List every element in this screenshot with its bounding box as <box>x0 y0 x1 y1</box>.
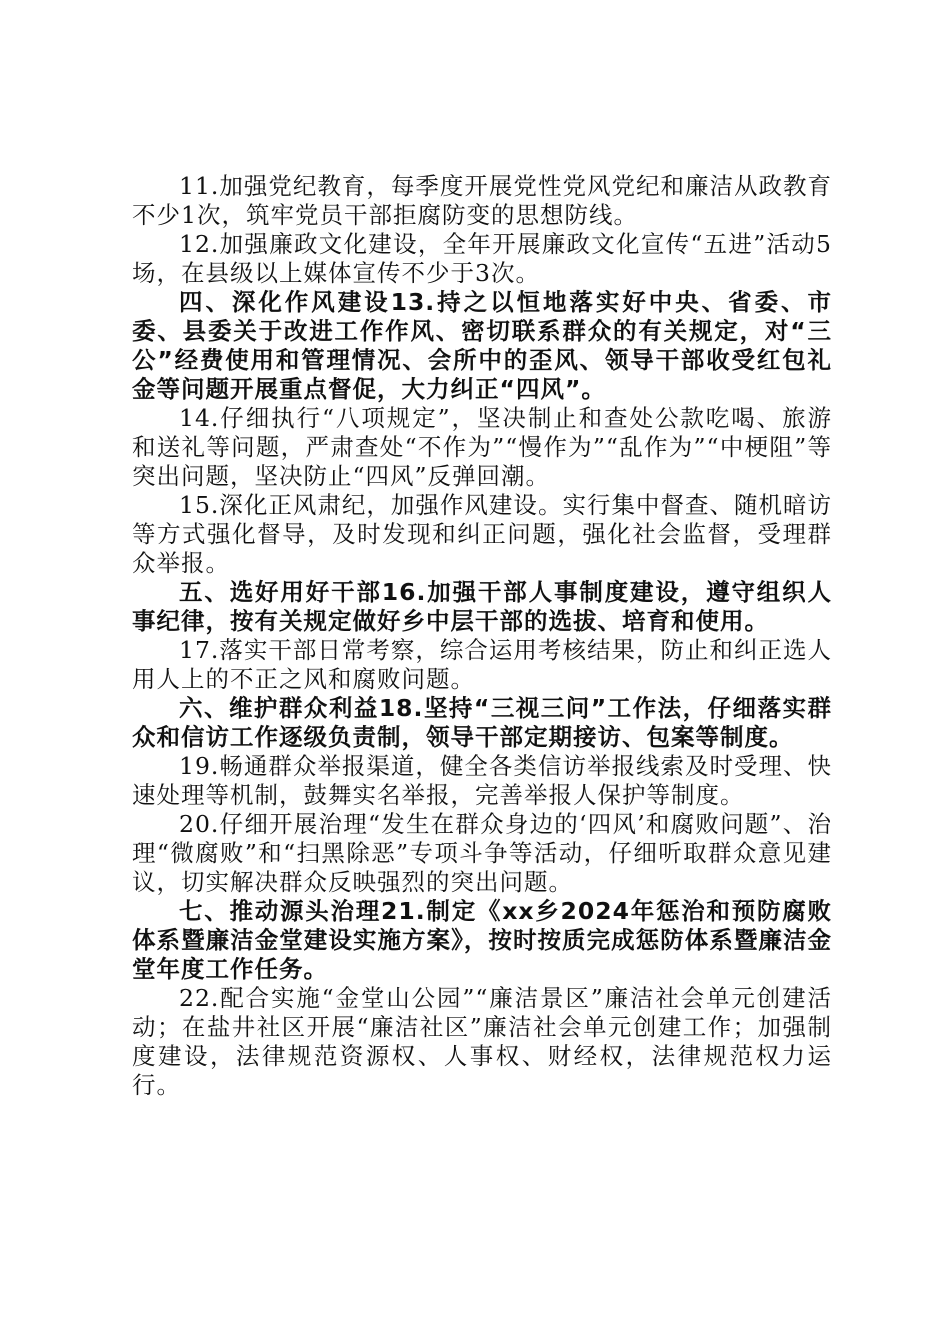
paragraph-item-12: 12.加强廉政文化建设，全年开展廉政文化宣传“五进”活动5场，在县级以上媒体宣传不少于3次。 <box>132 230 832 287</box>
section-heading-7: 七、推动源头治理21.制定《xx乡2024年惩治和预防腐败体系暨廉洁金堂建设实施方案》，按时按质完成惩防体系暨廉洁金堂年度工作任务。 <box>132 897 832 983</box>
paragraph-item-15: 15.深化正风肃纪，加强作风建设。实行集中督查、随机暗访等方式强化督导，及时发现和纠正问题，强化社会监督，受理群众举报。 <box>132 491 832 577</box>
section-heading-4: 四、深化作风建设13.持之以恒地落实好中央、省委、市委、县委关于改进工作作风、密切联系群众的有关规定，对“三公”经费使用和管理情况、会所中的歪风、领导干部收受红包礼金等问题开展重点督促，大力纠正“四风”。 <box>132 288 832 403</box>
paragraph-item-14: 14.仔细执行“八项规定”，坚决制止和查处公款吃喝、旅游和送礼等问题，严肃查处“不作为”“慢作为”“乱作为”“中梗阻”等突出问题，坚决防止“四风”反弹回潮。 <box>132 404 832 490</box>
paragraph-item-20: 20.仔细开展治理“发生在群众身边的‘四风’和腐败问题”、治理“微腐败”和“扫黑除恶”专项斗争等活动，仔细听取群众意见建议，切实解决群众反映强烈的突出问题。 <box>132 810 832 896</box>
document-body <box>132 172 832 1100</box>
paragraph-item-22: 22.配合实施“金堂山公园”“廉洁景区”廉洁社会单元创建活动；在盐井社区开展“廉洁社区”廉洁社会单元创建工作；加强制度建设，法律规范资源权、人事权、财经权，法律规范权力运行。 <box>132 984 832 1099</box>
paragraph-item-19: 19.畅通群众举报渠道，健全各类信访举报线索及时受理、快速处理等机制，鼓舞实名举报，完善举报人保护等制度。 <box>132 752 832 809</box>
paragraph-item-17: 17.落实干部日常考察，综合运用考核结果，防止和纠正选人用人上的不正之风和腐败问题。 <box>132 636 832 693</box>
section-heading-6: 六、维护群众利益18.坚持“三视三问”工作法，仔细落实群众和信访工作逐级负责制，领导干部定期接访、包案等制度。 <box>132 694 832 751</box>
paragraph-item-11: 11.加强党纪教育，每季度开展党性党风党纪和廉洁从政教育不少1次，筑牢党员干部拒腐防变的思想防线。 <box>132 172 832 229</box>
section-heading-5: 五、选好用好干部16.加强干部人事制度建设，遵守组织人事纪律，按有关规定做好乡中层干部的选拔、培育和使用。 <box>132 578 832 635</box>
